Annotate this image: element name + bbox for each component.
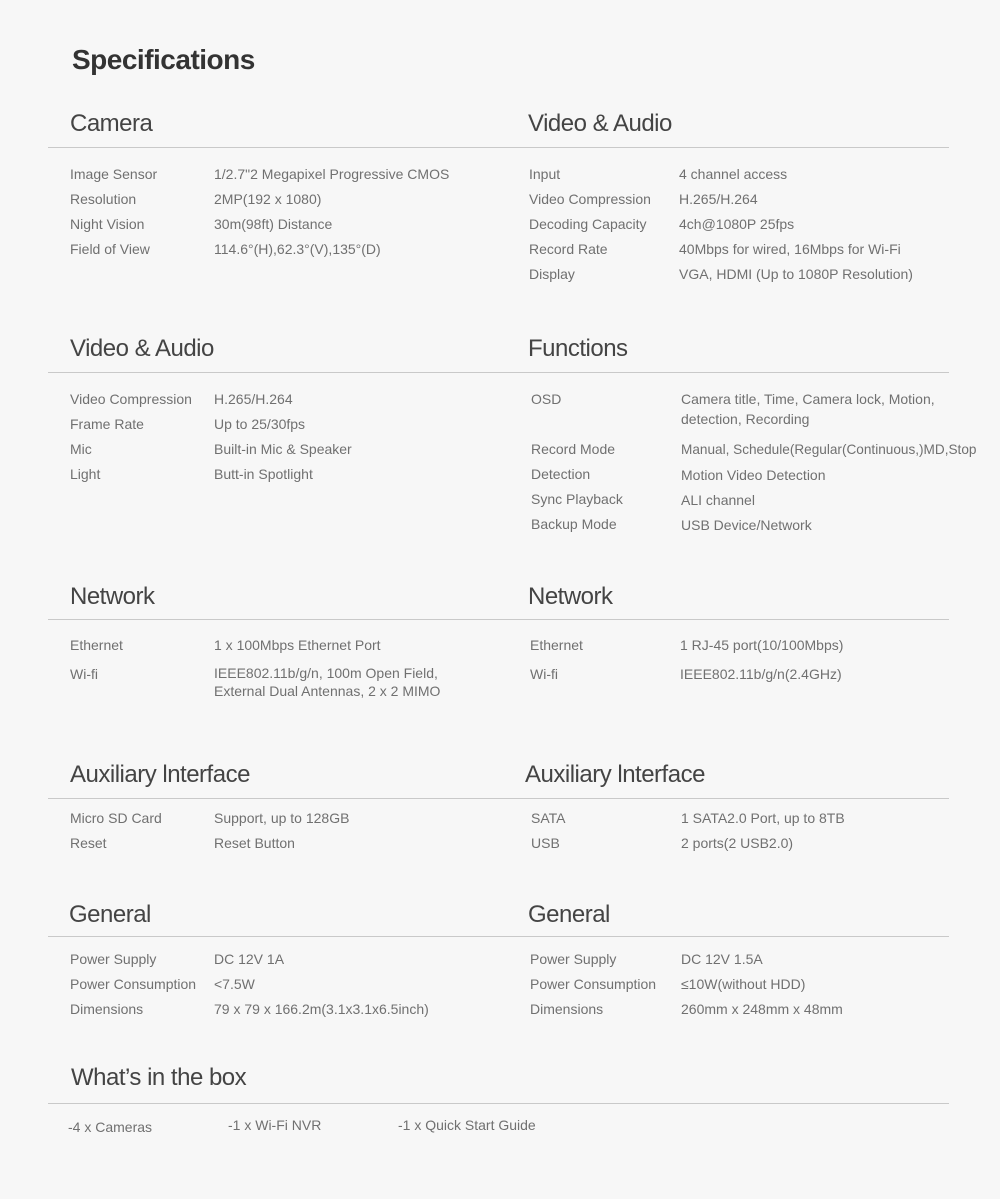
- section-heading-functions: Functions: [528, 335, 628, 362]
- spec-label: OSD: [531, 391, 562, 407]
- spec-value: USB Device/Network: [681, 517, 812, 533]
- spec-label: Power Consumption: [70, 976, 197, 992]
- spec-label: Dimensions: [70, 1001, 144, 1017]
- spec-label: Backup Mode: [531, 516, 617, 532]
- spec-label: Resolution: [70, 191, 137, 207]
- spec-label: Power Supply: [530, 951, 617, 967]
- spec-label: Field of View: [70, 241, 150, 257]
- section-heading-camera: Camera: [70, 110, 153, 137]
- spec-label: Wi-fi: [530, 666, 558, 682]
- box-item: -1 x Quick Start Guide: [398, 1117, 536, 1133]
- spec-value: 79 x 79 x 166.2m(3.1x3.1x6.5inch): [214, 1001, 429, 1017]
- spec-label: Dimensions: [530, 1001, 604, 1017]
- spec-value: IEEE802.11b/g/n, 100m Open Field, External Dual Antennas, 2 x 2 MIMO: [214, 665, 441, 699]
- spec-value: 4ch@1080P 25fps: [679, 216, 795, 232]
- section-divider: [48, 936, 949, 937]
- spec-value: H.265/H.264: [214, 391, 293, 407]
- spec-label: Record Mode: [531, 441, 616, 457]
- spec-value: 2MP(192 x 1080): [214, 191, 322, 207]
- spec-value: Up to 25/30fps: [214, 416, 306, 432]
- spec-value: Built-in Mic & Speaker: [214, 441, 352, 457]
- spec-value: Support, up to 128GB: [214, 810, 350, 826]
- spec-value: 2 ports(2 USB2.0): [681, 835, 794, 851]
- spec-value: <7.5W: [214, 976, 255, 992]
- spec-label: Power Supply: [70, 951, 157, 967]
- spec-value: ≤10W(without HDD): [681, 976, 806, 992]
- section-heading-nvr-general: General: [528, 901, 610, 928]
- spec-value: DC 12V 1.5A: [681, 951, 763, 967]
- spec-value: ALI channel: [681, 492, 755, 508]
- section-heading-nvr-video-audio: Video & Audio: [528, 110, 672, 137]
- spec-label: Video Compression: [529, 191, 651, 207]
- box-item: -1 x Wi-Fi NVR: [228, 1117, 322, 1133]
- spec-value: Butt-in Spotlight: [214, 466, 313, 482]
- spec-value: Motion Video Detection: [681, 467, 826, 483]
- section-heading-camera-aux-interface: Auxiliary lnterface: [70, 761, 250, 788]
- spec-label: Sync Playback: [531, 491, 623, 507]
- spec-value: H.265/H.264: [679, 191, 758, 207]
- spec-label: Reset: [70, 835, 107, 851]
- spec-value: 1/2.7"2 Megapixel Progressive CMOS: [214, 166, 450, 182]
- spec-value: IEEE802.11b/g/n(2.4GHz): [680, 666, 842, 682]
- section-heading-camera-general: General: [69, 901, 151, 928]
- spec-label: Power Consumption: [530, 976, 657, 992]
- spec-value: 30m(98ft) Distance: [214, 216, 333, 232]
- spec-label: Night Vision: [70, 216, 145, 232]
- spec-label: SATA: [531, 810, 566, 826]
- spec-value: 1 RJ-45 port(10/100Mbps): [680, 637, 844, 653]
- spec-label: Display: [529, 266, 575, 282]
- spec-value: Reset Button: [214, 835, 295, 851]
- spec-label: Image Sensor: [70, 166, 158, 182]
- spec-label: Frame Rate: [70, 416, 144, 432]
- spec-label: Ethernet: [530, 637, 583, 653]
- section-heading-whats-in-box: What’s in the box: [71, 1064, 247, 1091]
- section-heading-nvr-aux-interface: Auxiliary lnterface: [525, 761, 705, 788]
- spec-value: DC 12V 1A: [214, 951, 285, 967]
- spec-value: 40Mbps for wired, 16Mbps for Wi-Fi: [679, 241, 901, 257]
- spec-value: 1 SATA2.0 Port, up to 8TB: [681, 810, 845, 826]
- spec-label: Decoding Capacity: [529, 216, 647, 232]
- section-heading-nvr-network: Network: [528, 583, 613, 610]
- spec-value: 1 x 100Mbps Ethernet Port: [214, 637, 381, 653]
- spec-value: 114.6°(H),62.3°(V),135°(D): [214, 241, 381, 257]
- section-divider: [48, 147, 949, 148]
- spec-value: Camera title, Time, Camera lock, Motion, detection, Recording: [681, 391, 935, 427]
- section-heading-camera-network: Network: [70, 583, 155, 610]
- spec-label: Video Compression: [70, 391, 192, 407]
- spec-value: 260mm x 248mm x 48mm: [681, 1001, 843, 1017]
- section-heading-camera-video-audio: Video & Audio: [70, 335, 214, 362]
- spec-label: Ethernet: [70, 637, 123, 653]
- section-divider: [48, 372, 949, 373]
- section-divider: [48, 1103, 949, 1104]
- spec-label: USB: [531, 835, 560, 851]
- spec-label: Wi-fi: [70, 666, 98, 682]
- spec-value: VGA, HDMI (Up to 1080P Resolution): [679, 266, 913, 282]
- box-item: -4 x Cameras: [68, 1119, 153, 1135]
- page-title: Specifications: [72, 44, 255, 75]
- spec-label: Micro SD Card: [70, 810, 162, 826]
- spec-value: Manual, Schedule(Regular(Continuous,)MD,Stop: [681, 442, 977, 457]
- spec-label: Detection: [531, 466, 591, 482]
- spec-label: Light: [70, 466, 101, 482]
- spec-label: Record Rate: [529, 241, 608, 257]
- spec-label: Mic: [70, 441, 92, 457]
- spec-value: 4 channel access: [679, 166, 788, 182]
- section-divider: [48, 619, 949, 620]
- spec-label: Input: [529, 166, 561, 182]
- section-divider: [48, 798, 949, 799]
